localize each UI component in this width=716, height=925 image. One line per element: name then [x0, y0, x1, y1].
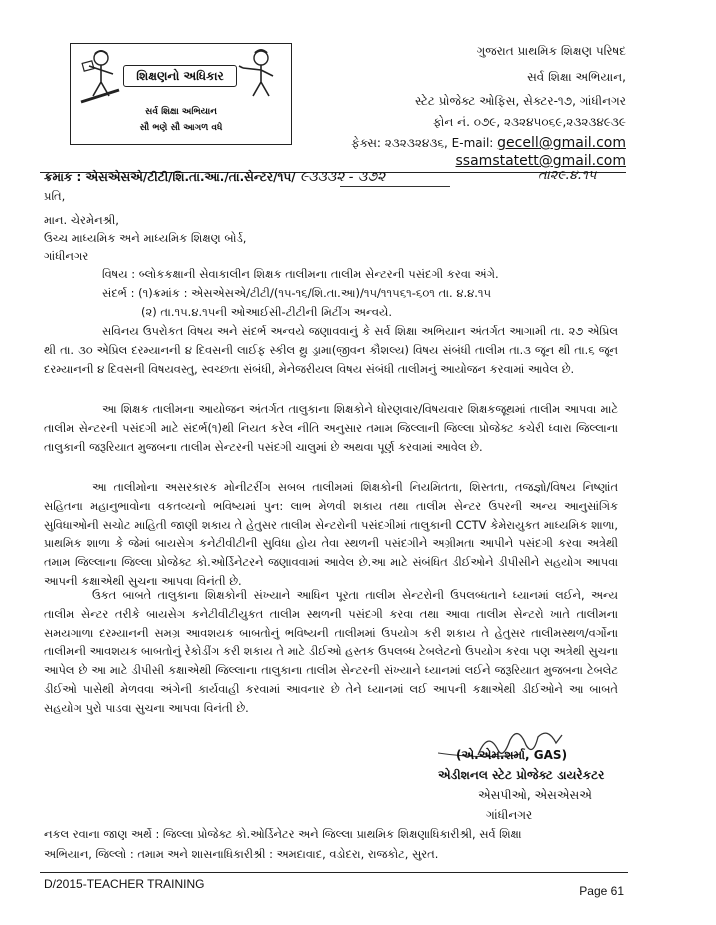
reference-underline: [340, 186, 450, 187]
footer-document-id: D/2015-TEACHER TRAINING: [44, 877, 205, 891]
reference-number: [44, 169, 385, 185]
footer-page-number: Page 61: [579, 884, 624, 898]
address-prati: પ્રતિ,: [44, 189, 66, 203]
email-link-2[interactable]: ssamstatett@gmail.com: [455, 153, 626, 169]
logo-title: શિક્ષણનો અધિકાર: [123, 65, 237, 87]
email-link-1[interactable]: gecell@gmail.com: [497, 135, 626, 151]
header-fax-email: [351, 135, 626, 151]
letter-date: તા૨૯.૪.૧૫: [538, 168, 597, 183]
header-office: સ્ટેટ પ્રોજેક્ટ ઓફિસ, સેક્ટર-૧૭, ગાંધીનગર: [415, 94, 626, 108]
body-paragraph-4: ઉકત બાબતે તાલુકાના શિક્ષકોની સંખ્યાને આધિન પૂરતા તાલીમ સેન્ટરોની ઉપલબ્ધતાને ધ્યાનમાં લઈને, અન્ય તાલીમ સેન્ટર તરીકે બાયસેગ કનેટીવીટીયુકત તાલીમ સ્થળની પસંદગી કરવા તથા આવા તાલીમ સેન્ટરો ખાતે તાલીમના સમયગાળા દરમ્યાનની સમગ્ર આવશયક બાબતોનું ભવિષ્યની તાલીમમાં ઉપયોગ કરી શકાય તે હેતુસર તાલીમસ્થળ/વર્ગોના તાલીમની આવશયક બાબતોનું રેકોડીંગ કરી શકાય તે માટે ડીઈઓ હસ્તક ઉપલબ્ધ ટેબલેટનો ઉપયોગ કરવા પણ અત્રેથી સુચના આપેલ છે આ માટે ડીપીસી કક્ષાએથી જિલ્લાના તાલુકાના તાલીમ સેન્ટરની સંખ્યાને ધ્યાનમાં લઈને જરૂરિયાત મુજબના ટેબલેટ ડીઈઓ પાસેથી મેળવવા અંગેની કાર્યવાહી કરવામાં આવનાર છે તેને ધ્યાનમાં લઈ આપની કક્ષાએથી ડીઈઓને આ બાબતે સહયોગ પુરો પાડવા સુચના આપવા વિનંતી છે.: [44, 588, 618, 715]
header-fax-label: ફેક્સ: ૨૩૨૩૨૪૩૬, E-mail:: [351, 136, 494, 150]
signatory-city: ગાંધીનગર: [486, 808, 533, 822]
address-board: ઉચ્ચ માધ્યમિક અને માધ્યમિક શિક્ષણ બોર્ડ,: [44, 231, 247, 245]
header-program: સર્વ શિક્ષા અભિયાન,: [527, 70, 626, 84]
reference-handwritten-number: ૯૩૩૩૨ - ૩૭૨: [299, 169, 386, 185]
copy-line-2: અભિયાન, જિલ્લો : તમામ અને શાસનાધિકારીશ્રી : અમદાવાદ, વડોદરા, રાજકોટ, સુરત.: [44, 847, 439, 861]
reference-label: ક્રમાક : એસએસએ/ટીટી/શિ.તા.આ./તા.સેન્ટર/૧૫/: [44, 170, 296, 184]
logo-tagline-2: સૌ ભણે સૌ આગળ વધે: [139, 123, 223, 133]
child-left-illustration: [79, 46, 125, 104]
logo-box: [70, 43, 292, 145]
signatory-designation: એડીશનલ સ્ટેટ પ્રોજેક્ટ ડાયરેકટર: [438, 768, 605, 782]
body-paragraph-1: સવિનય ઉપરોકત વિષય અને સંદર્ભ અન્વયે જણાવવાનું કે સર્વ શિક્ષા અભિયાન અંતર્ગત આગામી તા. ૨૭ એપ્રિલ થી તા. ૩૦ એપ્રિલ દરમ્યાનની ૪ દિવસની લાઈફ સ્કીલ થ્રુ ડ્રામા(જીવન કૌશલ્ય) વિષય સંબંધી તાલીમ તા.૩ જૂન થી તા.૬ જૂન દરમ્યાનની ૪ દિવસની વિષયવસ્તુ, સ્વચ્છતા સંબંધી, મેનેજરીયલ વિષય સંબંધી તાલીમનું આયોજન કરવામાં આવેલ છે.: [44, 324, 618, 376]
address-city: ગાંધીનગર: [44, 249, 89, 263]
signatory-name: (એ.એમ.શર્મા, GAS): [456, 748, 568, 762]
logo-tagline-1: સર્વ શિક્ષા અભિયાન: [145, 107, 217, 117]
copy-line-1: નકલ રવાના જાણ અર્થે : જિલ્લા પ્રોજેક્ટ કો.ઓર્ડિનેટર અને જિલ્લા પ્રાથમિક શિક્ષણાધિકારીશ્રી, સર્વ શિક્ષા: [44, 827, 522, 841]
child-right-illustration: [237, 46, 283, 104]
header-email-2: [456, 153, 626, 169]
address-to: માન. ચેરમેનશ્રી,: [44, 213, 119, 227]
header-phone: ફોન નં. ૦૭૯, ૨૩૨૪૫૦૬૯,૨૩૨૩૪૯૩૯: [432, 115, 626, 129]
header-org: ગુજરાત પ્રાથમિક શિક્ષણ પરિષદ: [476, 44, 626, 58]
body-paragraph-2: આ શિક્ષક તાલીમના આયોજન અંતર્ગત તાલુકાના શિક્ષકોને ધોરણવાર/વિષયવાર શિક્ષકજૂથમાં તાલીમ આપવા માટે તાલીમ સેન્ટરની પસંદગી માટે સંદર્ભ(૧)થી નિયત કરેલ નીતિ અનુસાર તમામ જિલ્લાની જિલ્લા પ્રોજેક્ટ કચેરી ધ્વારા જિલ્લાના તાલુકાની જરૂરિયાત મુજબના તાલીમ સેન્ટરની પસંદગી ચાલુમાં છે અથવા પૂર્ણ કરવામાં આવેલ છે.: [44, 402, 618, 454]
reference-2: (૨) તા.૧૫.૪.૧૫ની ઓઆઈસી-ટીટીની મિટીંગ અન્વયે.: [141, 305, 393, 319]
footer-divider: [40, 872, 628, 873]
signatory-office: એસપીઓ, એસએસએ: [478, 788, 592, 802]
subject-line: વિષય : બ્લોકકક્ષાની સેવાકાલીન શિક્ષક તાલીમના તાલીમ સેન્ટરની પસંદગી કરવા અંગે.: [102, 267, 499, 281]
reference-1: સંદર્ભ : (૧)ક્રમાંક : એસએસએ/ટીટી/(૧૫-૧૬/શિ.તા.આ)/૧૫/૧૧૫૬૧-૬૦૧ તા. ૪.૪.૧૫: [102, 286, 492, 300]
body-paragraph-3: આ તાલીમોના અસરકારક મોનીટરીંગ સબબ તાલીમમાં શિક્ષકોની નિયમિતતા, શિસ્તતા, તજજ્ઞો/વિષય નિષ્ણાંત સહિતના મહાનુભાવોના વકતવ્યનો ભવિષ્યમાં પુન: લાભ મેળવી શકાય તથા તાલીમ સેન્ટર ઉપરની અન્ય આનુસાંગિક સુવિધાઓની સચોટ માહિતી જાણી શકાય તે હેતુસર તાલીમ સેન્ટરોની પસંદગીમાં તાલુકાની CCTV કેમેરાયુકત માધ્યમિક શાળા, પ્રાથમિક શાળા કે જેમાં બાયસેગ કનેટીવીટીની સુવિધા હોય તેવા સ્થળની પસંદગીને અગ્રીમતા આપીને પસંદગી કરવા અત્રેથી તમામ જિલ્લાના જિલ્લા પ્રોજેક્ટ કો.ઓર્ડિનેટરને જણાવવામાં આવેલ છે.આ માટે સંબંધિત ડીઈઓને ડીપીસીને સહયોગ આપવા આપની કક્ષાએથી સુચના આપવા વિનંતી છે.: [44, 480, 618, 588]
